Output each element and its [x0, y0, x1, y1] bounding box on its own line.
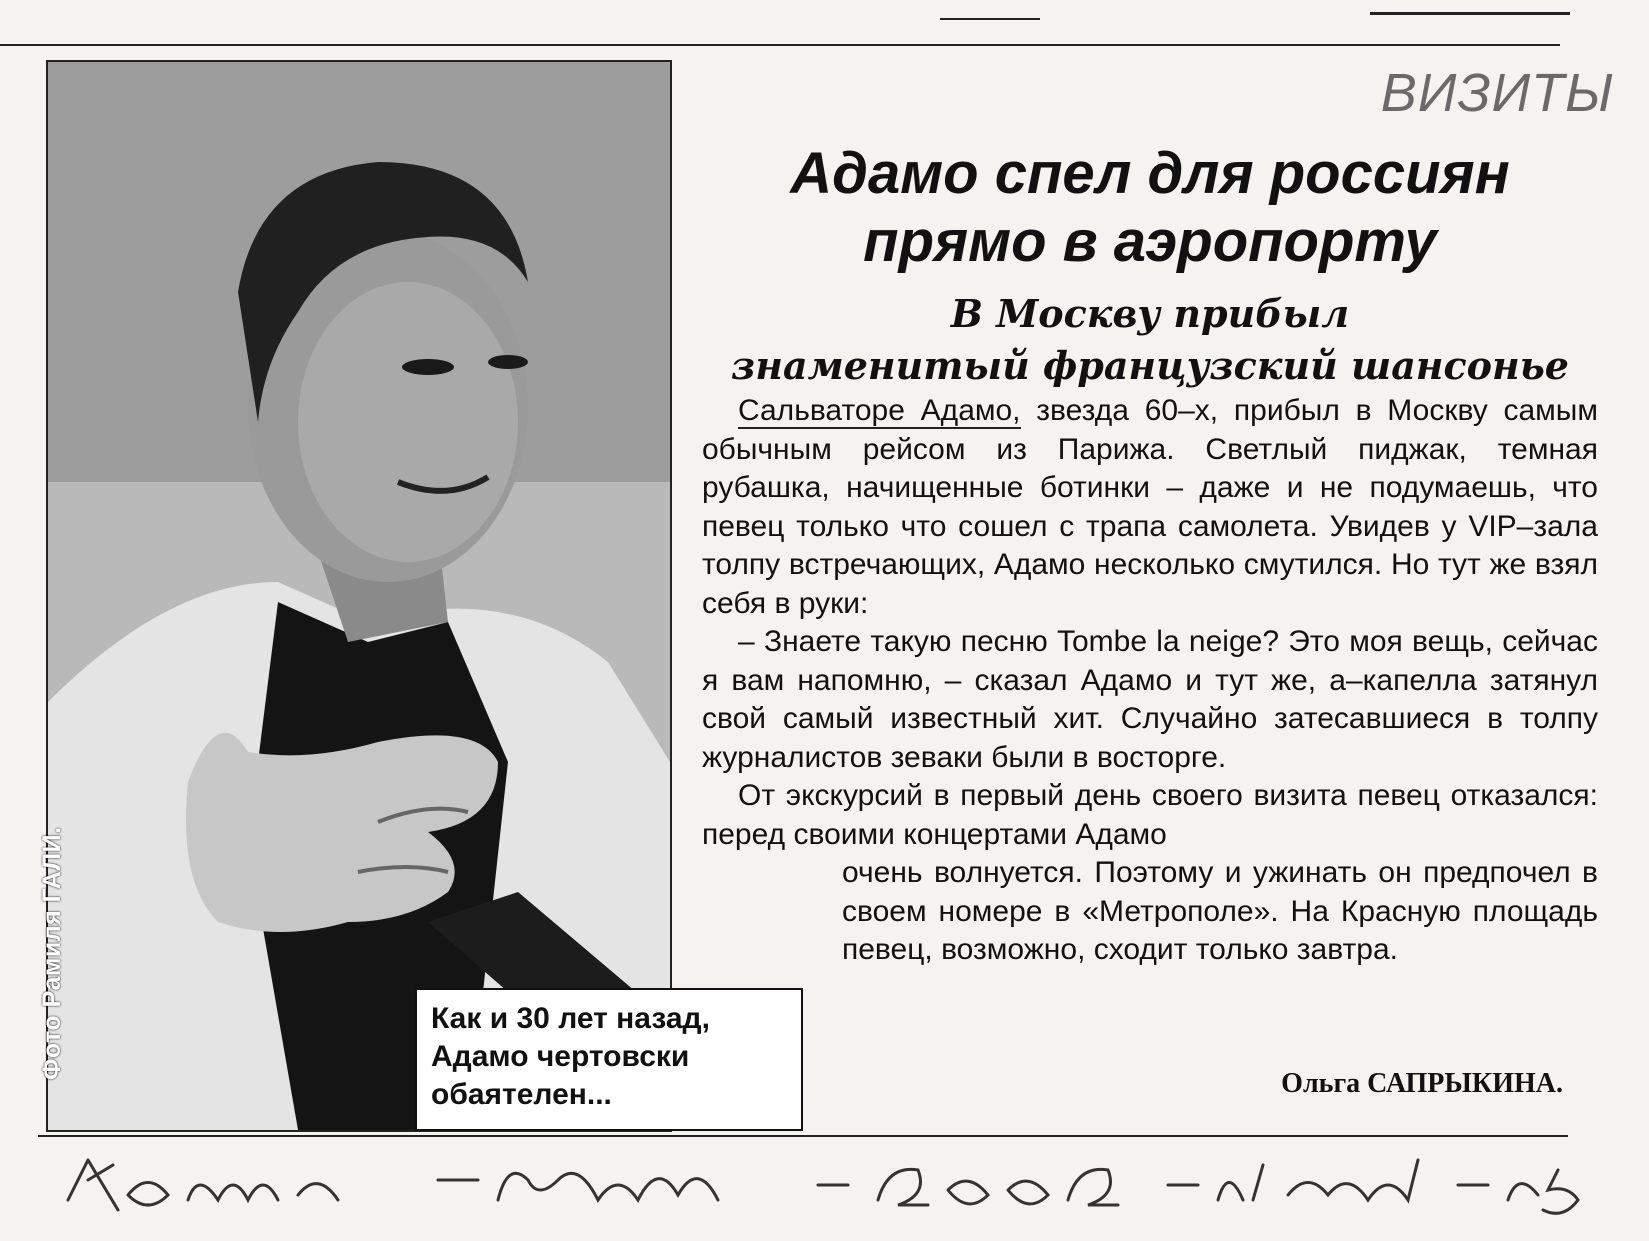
article-paragraph-1: [702, 392, 1598, 623]
subhead-line-2: знаменитый французский шансонье: [731, 343, 1569, 388]
section-rubric: ВИЗИТЫ: [1380, 63, 1614, 123]
underlined-name: Сальваторе Адамо,: [738, 394, 1021, 427]
handwritten-annotation: [58, 1140, 1598, 1230]
photo-caption: [415, 988, 803, 1131]
headline-line-2: прямо в аэропорту: [863, 209, 1437, 274]
article-paragraph-2: – Знаете такую песню Tombe la neige? Это моя вещь, сейчас я вам напомню, – сказал Адамо и тут же, а–капелла затянул свой самый известный хит. Случайно затесавшиеся в толпу журналистов зеваки были в восторге.: [702, 625, 1598, 774]
subhead-line-1: В Москву прибыл: [950, 291, 1350, 336]
caption-line-2: Адамо чертовски: [431, 1040, 690, 1073]
headline: [690, 140, 1610, 276]
article-body: [702, 392, 1598, 970]
paragraph-1-text: звезда 60–х, прибыл в Москву самым обычным рейсом из Парижа. Светлый пиджак, темная рубашка, начищенные ботинки – даже и не подумаешь, что певец только что сошел с трапа самолета. Увидев у VIP–зала толпу встречающих, Адамо несколько смутился. Но тут же взял себя в руки:: [702, 394, 1598, 620]
subheadline: [700, 288, 1600, 392]
article-paragraph-3-continued: очень волнуется. Поэтому и ужинать он предпочел в своем номере в «Метрополе». На Красную площадь певец, возможно, сходит только завтра.: [842, 856, 1598, 966]
bottom-rule: [38, 1135, 1568, 1137]
caption-line-3: обаятелен...: [431, 1078, 612, 1111]
byline: Ольга САПРЫКИНА.: [1281, 1068, 1563, 1099]
portrait-illustration: [48, 62, 670, 1130]
headline-line-1: Адамо спел для россиян: [790, 141, 1510, 206]
caption-line-1: Как и 30 лет назад,: [431, 1002, 710, 1035]
top-rule: [0, 44, 1560, 46]
top-rule-short: [940, 18, 1040, 20]
top-rule-right: [1370, 12, 1570, 15]
article-paragraph-3: От экскурсий в первый день своего визита певец отказался: перед своими концертами Адамо: [702, 779, 1598, 851]
portrait-photo: [46, 60, 672, 1132]
photo-credit: Фото Рамиля ГАЛИ.: [38, 826, 66, 1080]
